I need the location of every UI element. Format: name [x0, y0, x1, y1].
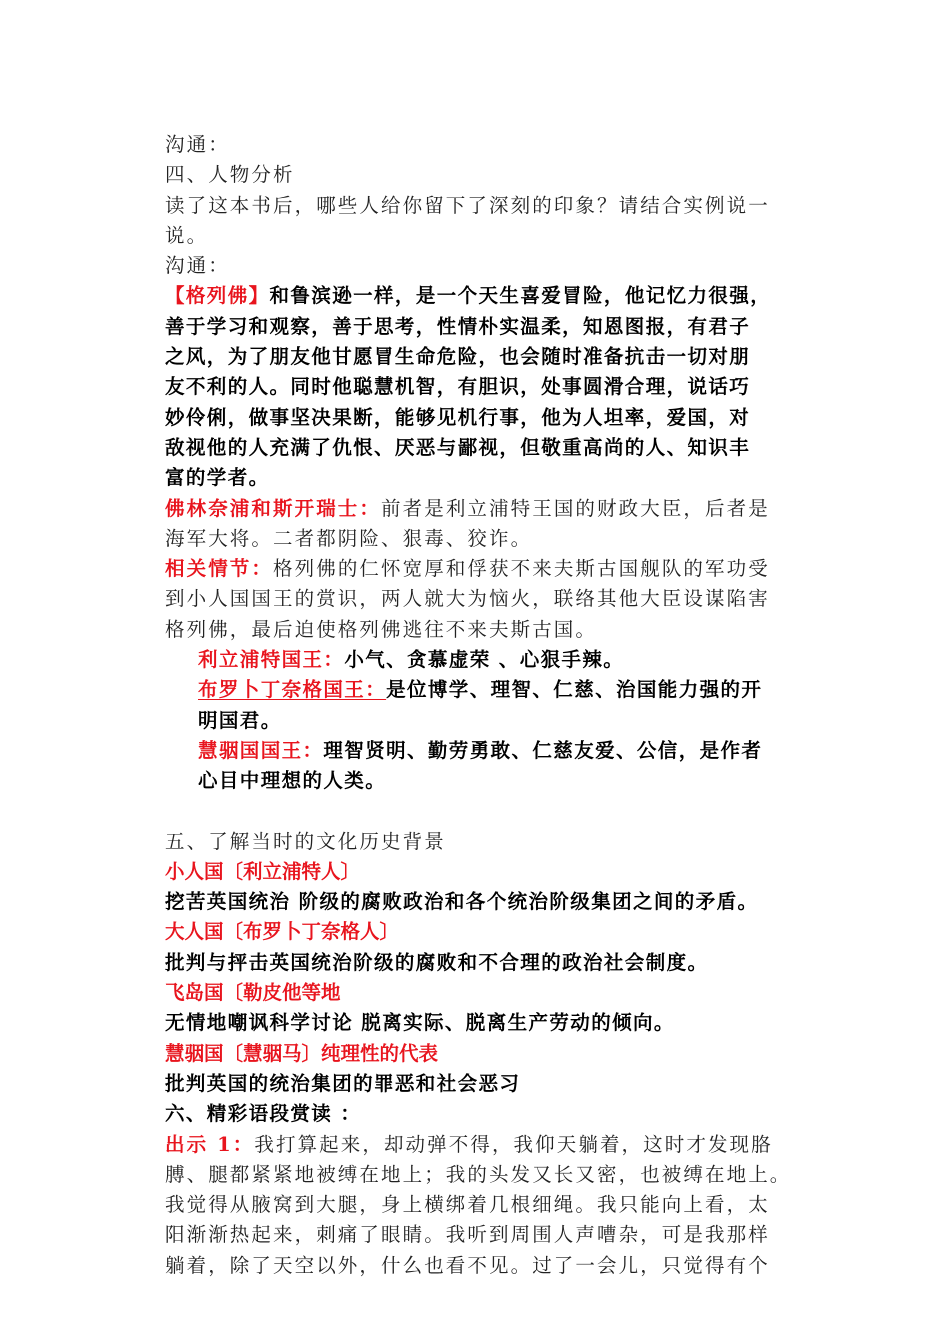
text-line: 心目中理想的人类。: [198, 769, 387, 793]
text-line: 海军大将。二者都阴险、狠毒、狡诈。: [165, 526, 533, 550]
spacer: [165, 797, 805, 827]
text-line: 说。: [165, 223, 209, 247]
text-line: [165, 1130, 805, 1160]
section-heading: 五、了解当时的文化历史背景: [165, 829, 446, 853]
text-line: 批判英国的统治集团的罪恶和社会恶习: [165, 1071, 521, 1095]
character-label: 佛林奈浦和斯开瑞士：: [165, 496, 382, 520]
character-description: 小气、贪慕虚荣 、心狠手辣。: [344, 648, 625, 672]
text-line: 妙伶俐，做事坚决果断，能够见机行事，他为人坦率，爱国，对: [165, 405, 751, 429]
text-line: 躺着，除了天空以外，什么也看不见。过了一会儿，只觉得有个: [165, 1253, 770, 1277]
text-line: 我觉得从腋窝到大腿，身上横绑着几根细绳。我只能向上看，太: [165, 1193, 770, 1217]
text-line: 友不利的人。同时他聪慧机智，有胆识，处事圆滑合理，说话巧: [165, 375, 751, 399]
text-line: 之风，为了朋友他甘愿冒生命危险，也会随时准备抗击一切对朋: [165, 345, 751, 369]
text-line: 敌视他的人充满了仇恨、厌恶与鄙视，但敬重高尚的人、知识丰: [165, 435, 751, 459]
text-line: [165, 554, 805, 584]
text-line: [165, 645, 805, 675]
text-line: 挖苦英国统治 阶级的腐败政治和各个统治阶级集团之间的矛盾。: [165, 890, 759, 914]
text-line: 富的学者。: [165, 466, 270, 490]
country-heading: 小人国〔利立浦特人〕: [165, 859, 361, 883]
text-line: 无情地嘲讽科学讨论 脱离实际、脱离生产劳动的倾向。: [165, 1011, 675, 1035]
text-line: 明国君。: [198, 708, 282, 732]
country-heading: 飞岛国〔勒皮他等地: [165, 981, 341, 1005]
character-description: 理智贤明、勤劳勇敢、仁慈友爱、公信，是作者: [323, 738, 763, 762]
plot-label: 相关情节：: [165, 557, 274, 581]
text-line: 沟通：: [165, 133, 230, 156]
section-heading: 四、人物分析: [165, 163, 295, 187]
excerpt-label: 出示 1：: [165, 1132, 255, 1156]
text-line: [165, 736, 805, 766]
text-line: 膊、腿都紧紧地被缚在地上；我的头发又长又密，也被缚在地上。: [165, 1162, 792, 1186]
character-label: 布罗卜丁奈格国王：: [198, 678, 387, 702]
character-label: 【格列佛】: [165, 284, 270, 308]
character-description: 前者是利立浦特王国的财政大臣，后者是: [381, 496, 770, 520]
text-line: 到小人国国王的赏识，两人就大为恼火，联络其他大臣设谋陷害: [165, 587, 770, 611]
character-label: 慧骃国国王：: [198, 738, 324, 762]
section-heading: 六、精彩语段赏读 ：: [165, 1102, 362, 1126]
text-line: 沟通：: [165, 254, 230, 278]
document-body: [165, 130, 805, 1281]
text-line: 善于学习和观察，善于思考，性情朴实温柔，知恩图报，有君子: [165, 314, 751, 338]
text-line: 批判与抨击英国统治阶级的腐败和不合理的政治社会制度。: [165, 950, 709, 974]
excerpt-text: 我打算起来，却动弹不得，我仰天躺着，这时才发现胳: [254, 1132, 773, 1156]
text-line: 读了这本书后，哪些人给你留下了深刻的印象？请结合实例说一: [165, 193, 770, 217]
text-line: 阳渐渐热起来，刺痛了眼睛。我听到周围人声嘈杂，可是我那样: [165, 1223, 770, 1247]
country-heading: 慧骃国〔慧骃马〕纯理性的代表: [165, 1041, 439, 1065]
text-line: 格列佛，最后迫使格列佛逃往不来夫斯古国。: [165, 617, 598, 641]
country-heading: 大人国〔布罗卜丁奈格人〕: [165, 920, 400, 944]
text-line: [165, 675, 805, 705]
text-line: [165, 281, 805, 311]
plot-description: 格列佛的仁怀宽厚和俘获不来夫斯古国舰队的军功受: [273, 557, 770, 581]
character-label: 利立浦特国王：: [198, 648, 345, 672]
character-description: 和鲁滨逊一样，是一个天生喜爱冒险，他记忆力很强，: [269, 284, 772, 308]
character-description: 是位博学、理智、仁慈、治国能力强的开: [386, 678, 763, 702]
text-line: [165, 494, 805, 524]
